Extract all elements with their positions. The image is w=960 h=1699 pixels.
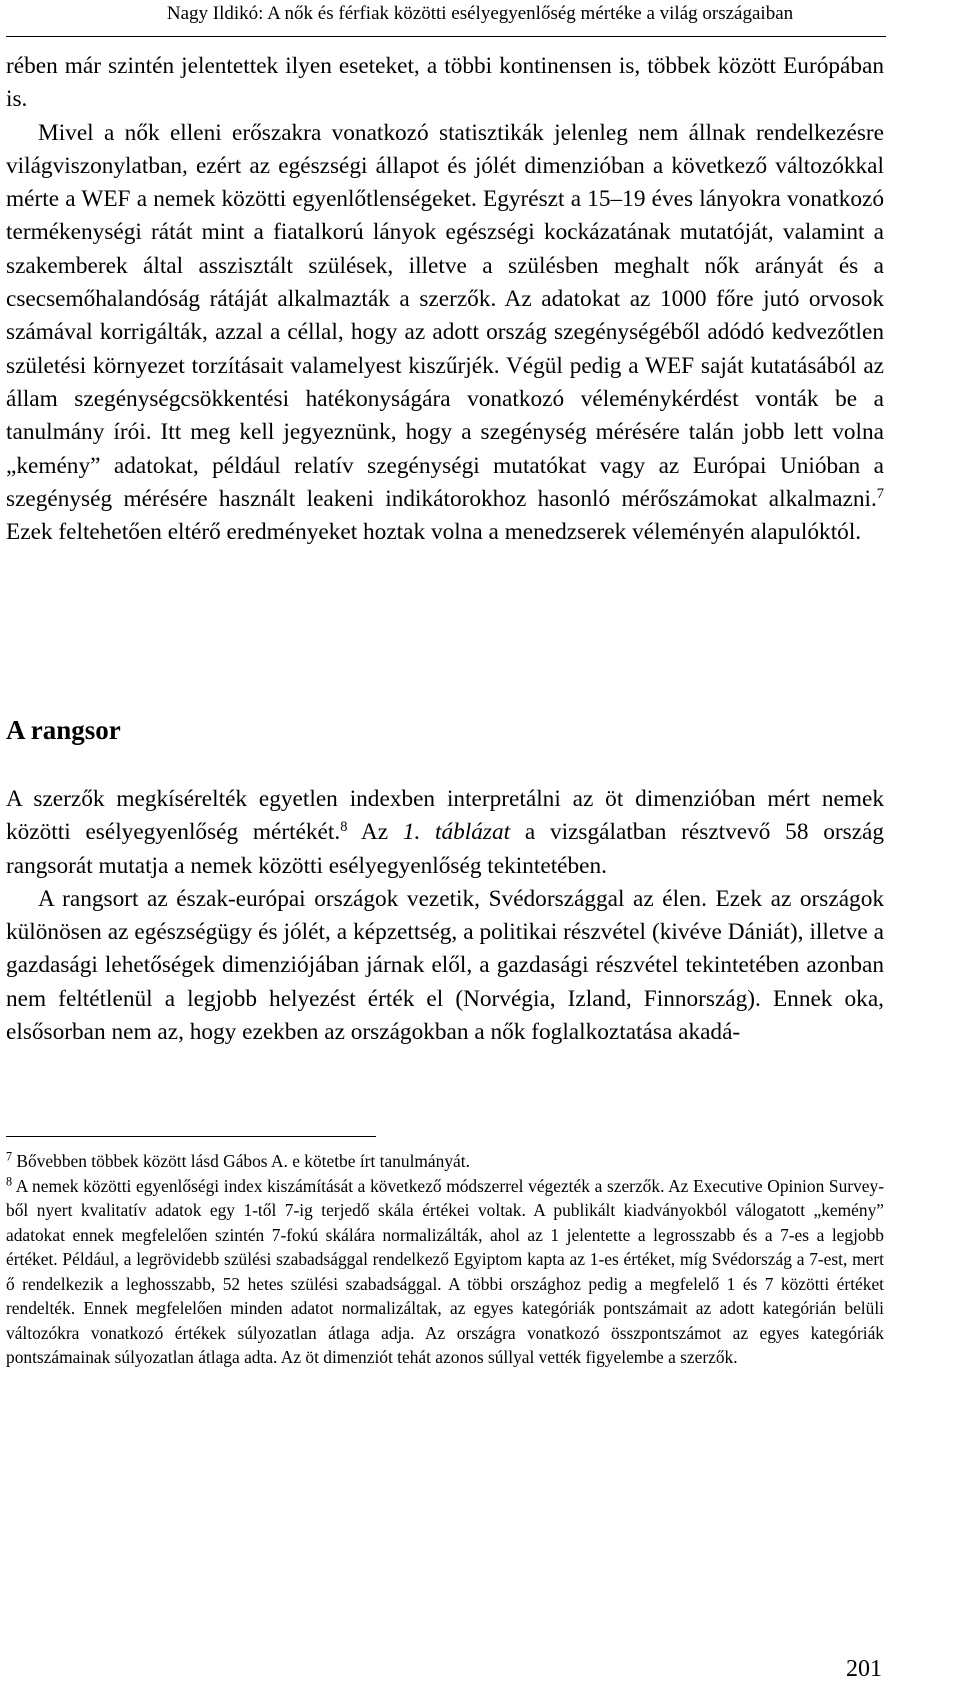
footnote-7: [6, 1149, 884, 1174]
paragraph-text: a vizsgálatban résztvevő 58 ország rangsorát mutatja a nemek közötti esélyegyenlőség tekintetében.: [6, 819, 885, 879]
paragraph-text: A szerzők megkísérelték egyetlen indexben interpretálni az öt dimenzióban mért nemek közötti esélyegyenlőség mértékét.: [6, 786, 884, 846]
section-body: [6, 783, 884, 1049]
footnote-text: A nemek közötti egyenlőségi index kiszámítását a következő módszerrel végezték a szerzők. Az Executive Opinion Survey-ből nyert kvalitatív adatok egy 1-től 7-ig terjedő skála értékei voltak. A publikált kiadványokból válogatott „kemény” adatokat ennek megfelelően szintén 7-fokú skálára normalizálták, ahol az 1 jelentette a legrosszabb és a 7-es a legjobb értéket. Például, a legrövidebb szülési szabadsággal rendelkező Egyiptom kapta az 1-es értéket, míg Svédország a 7-est, mert ő rendelkezik a leghosszabb, 52 hetes szülési szabadsággal. A többi országhoz pedig a megfelelő 1 és 7 közötti értéket rendelték. Ennek megfelelően minden adatot normalizáltak, az egyes kategóriák pontszámait az adott kategórián belüli változókra vonatkozó értékek súlyozatlan átlaga adja. Az országra vonatkozó összpontszámot az egyes kategóriák pontszámainak súlyozatlan átlaga adta. Az öt dimenziót tehát azonos súllyal vették figyelembe a szerzők.: [6, 1175, 884, 1367]
section-heading: A rangsor: [6, 715, 121, 745]
footnote-text: Bővebben többek között lásd Gábos A. e kötetbe írt tanulmányát.: [12, 1151, 470, 1171]
running-header: Nagy Ildikó: A nők és férfiak közötti esélyegyenlőség mértéke a világ országaiban: [166, 3, 794, 24]
footnote-ref-7[interactable]: 7: [876, 485, 884, 502]
paragraph-nordic-countries: A rangsort az észak-európai országok vezetik, Svédországgal az élen. Ezek az országok különösen az egészségügy és jólét, a képzettség, a politikai részvétel (kivéve Dániát), illetve a gazdasági lehetőségek dimenziójában járnak elől, a gazdasági részvétel tekintetében azonban nem feltétlenül a legjobb helyezést érték el (Norvégia, Izland, Finnország). Ennek oka, elsősorban nem az, hogy ezekben az országokban a nők foglalkoztatása akadá-: [6, 885, 884, 1046]
paragraph-text: Mivel a nők elleni erőszakra vonatkozó statisztikák jelenleg nem állnak rendelkezésre világviszonylatban, ezért az egészségi állapot és jólét dimenzióban a következő változókkal mérte a WEF a nemek közötti egyenlőtlenségeket. Egyrészt a 15–19 éves lányokra vonatkozó termékenységi rátát mint a fiatalkorú lányok egészségi kockázatának mutatóját, valamint a szakemberek által asszisztált szülések, illetve a szülésben meghalt nők arányát és a csecsemőhalandóság rátáját alkalmazták a szerzők. Az adatokat az 1000 főre jutó orvosok számával korrigálták, azzal a céllal, hogy az adott ország szegénységéből adódó kedvezőtlen születési környezet torzításait valamelyest kiszűrjék. Végül pedig a WEF saját kutatásából az állam szegénységcsökkentési hatékonyságára vonatkozó véleménykérdést vonták be a tanulmány írói. Itt meg kell jegyeznünk, hogy a szegénység mérésére talán jobb lett volna „kemény” adatokat, például relatív szegénységi mutatókat vagy az Európai Unióban a szegénység mérésére használt leakeni indikátorokhoz hasonló mérőszámokat alkalmazni.: [6, 119, 884, 512]
footnote-number: 8: [6, 1173, 13, 1188]
paragraph-ranking-intro: [6, 783, 884, 883]
footnote-ref-8[interactable]: 8: [340, 819, 348, 836]
footnote-number: 7: [6, 1149, 13, 1164]
footnotes: [6, 1125, 884, 1370]
header-divider: [6, 36, 886, 37]
page-number: 201: [846, 1656, 882, 1682]
body-text: [6, 50, 884, 549]
paragraph-text: Az: [347, 819, 403, 846]
paragraph-tail: Ezek feltehetően eltérő eredményeket hoztak volna a menedzserek véleményén alapulóktól.: [6, 519, 862, 546]
table-reference[interactable]: 1. táblázat: [402, 819, 511, 846]
paragraph-health-dimension: [6, 117, 884, 550]
paragraph-continued: rében már szintén jelentettek ilyen eseteket, a többi kontinensen is, többek között Európában is.: [6, 53, 884, 113]
footnote-8: [6, 1174, 884, 1370]
